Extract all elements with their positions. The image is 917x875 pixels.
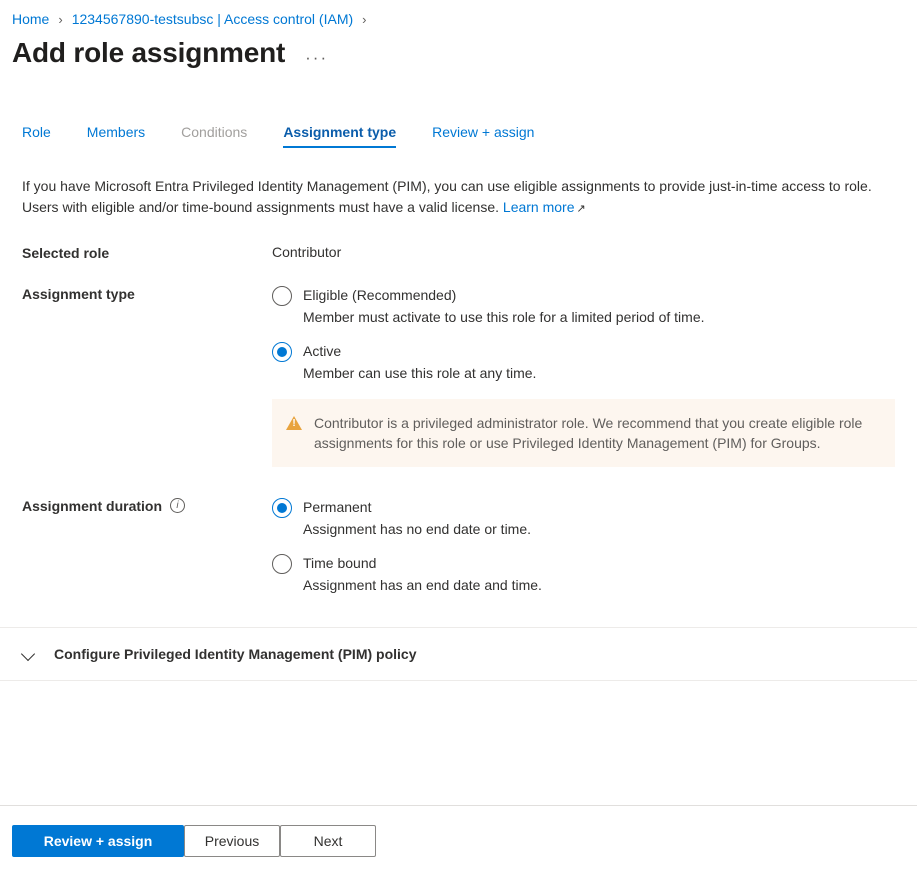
- radio-eligible-title: Eligible (Recommended): [303, 287, 457, 303]
- info-icon[interactable]: i: [170, 498, 185, 513]
- warning-icon: [286, 415, 302, 431]
- radio-eligible-indicator[interactable]: [272, 286, 292, 306]
- external-link-icon: ↗: [576, 203, 586, 215]
- privileged-role-warning: [272, 399, 895, 467]
- radio-permanent-title: Permanent: [303, 499, 372, 515]
- selected-role-label: Selected role: [22, 245, 110, 261]
- radio-time-bound[interactable]: [272, 553, 895, 595]
- radio-permanent-texts: [303, 497, 531, 539]
- footer-bar: [0, 805, 917, 875]
- review-assign-button[interactable]: Review + assign: [12, 825, 184, 857]
- pim-policy-section-toggle[interactable]: [0, 628, 917, 681]
- radio-active-desc: Member can use this role at any time.: [303, 365, 537, 381]
- pim-policy-label: Configure Privileged Identity Management (PIM) policy: [54, 646, 417, 662]
- intro-text: [22, 176, 884, 220]
- more-options-icon[interactable]: ···: [305, 48, 329, 67]
- tab-conditions: Conditions: [181, 124, 248, 140]
- radio-time-bound-indicator[interactable]: [272, 554, 292, 574]
- radio-eligible-desc: Member must activate to use this role for a limited period of time.: [303, 309, 705, 325]
- radio-eligible-texts: [303, 285, 705, 327]
- radio-eligible[interactable]: [272, 285, 895, 327]
- assignment-duration-options: [272, 497, 895, 597]
- assignment-type-label: Assignment type: [22, 286, 135, 302]
- selected-role-row: [22, 244, 895, 261]
- breadcrumb-item-home[interactable]: Home: [12, 11, 50, 27]
- assignment-duration-label: [22, 497, 272, 597]
- breadcrumb: [0, 0, 917, 30]
- next-button[interactable]: Next: [280, 825, 376, 857]
- tab-bar: [0, 114, 917, 148]
- warning-text: Contributor is a privileged administrator role. We recommend that you create eligible role assignments for this role or use Privileged Identity Management (PIM) for Groups.: [314, 415, 863, 451]
- tab-review-assign[interactable]: Review + assign: [432, 124, 535, 140]
- intro-paragraph: If you have Microsoft Entra Privileged Identity Management (PIM), you can use eligible assignments to provide just-in-time access to role. Users with eligible and/or time-bound assignments must have a valid license.: [22, 178, 872, 215]
- assignment-type-options: [272, 285, 895, 467]
- assignment-type-row: [22, 285, 895, 467]
- radio-active-title: Active: [303, 343, 342, 359]
- radio-time-bound-desc: Assignment has an end date and time.: [303, 577, 542, 593]
- tab-members[interactable]: Members: [86, 124, 146, 140]
- page-title: Add role assignment: [12, 37, 286, 68]
- selected-role-value: Contributor: [272, 244, 342, 260]
- tab-assignment-type[interactable]: Assignment type: [283, 124, 396, 148]
- tab-role[interactable]: Role: [22, 124, 51, 140]
- learn-more-link[interactable]: Learn more: [502, 199, 575, 215]
- previous-button[interactable]: Previous: [184, 825, 280, 857]
- breadcrumb-separator-icon: ›: [58, 11, 63, 27]
- radio-active[interactable]: [272, 341, 895, 383]
- radio-permanent-desc: Assignment has no end date or time.: [303, 521, 532, 537]
- assignment-duration-row: [22, 497, 895, 597]
- radio-active-texts: [303, 341, 536, 383]
- breadcrumb-separator-icon: ›: [362, 11, 367, 27]
- radio-time-bound-title: Time bound: [303, 555, 377, 571]
- radio-active-indicator[interactable]: [272, 342, 292, 362]
- radio-permanent-indicator[interactable]: [272, 498, 292, 518]
- radio-permanent[interactable]: [272, 497, 895, 539]
- radio-time-bound-texts: [303, 553, 542, 595]
- chevron-down-icon: [22, 647, 36, 661]
- breadcrumb-item-subscription[interactable]: 1234567890-testsubsc | Access control (IAM): [71, 11, 354, 27]
- assignment-duration-label-text: Assignment duration: [22, 498, 163, 514]
- title-row: [0, 30, 917, 70]
- main-content: [0, 176, 917, 597]
